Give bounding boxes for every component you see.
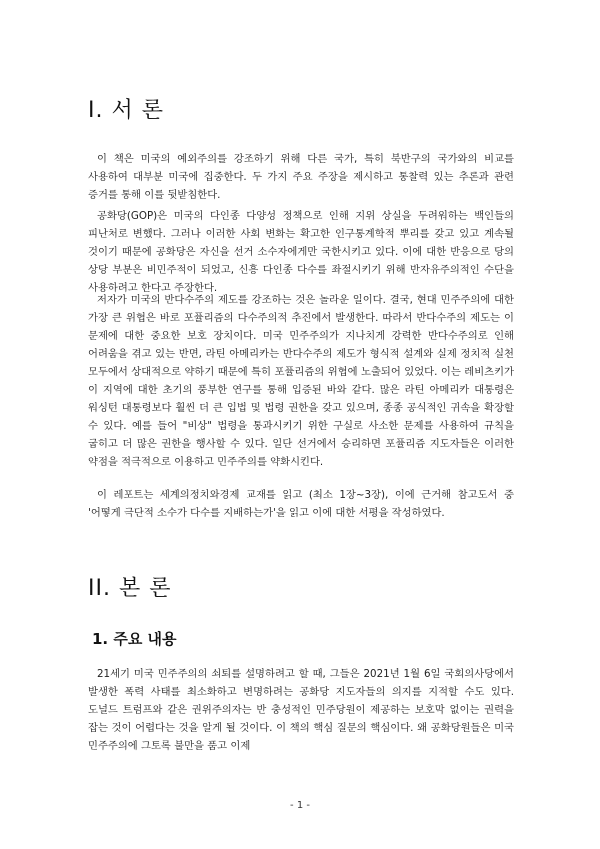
paragraph-intro-3: 저자가 미국의 반다수주의 제도를 강조하는 것은 놀라운 일이다. 결국, 현대 민주주의에 대한 가장 큰 위협은 바로 포퓰리즘의 다수주의적 추진에서 발생한다. 따라서 반다수주의 제도는 이 문제에 대한 중요한 보호 장치이다. 미국 민주주의가 지나치게 강력한 반다수주의로 인해 어려움을 겪고 있는 반면, 라틴 아메리카는 반다수주의 제도가 형식적 설계와 실제 정치적 실천 모두에서 상대적으로 약하기 때문에 특히 포퓰리즘의 위협에 노출되어 있었다. 이는 레비츠키가 이 지역에 대한 초기의 풍부한 연구를 통해 입증된 바와 같다. 많은 라틴 아메리카 대통령은 워싱턴 대통령보다 훨씬 더 큰 입법 및 법령 권한을 갖고 있으며, 종종 공식적인 귀속을 확장할 수 있다. 예를 들어 "비상" 법령을 통과시키기 위한 구실로 사소한 문제를 사용하여 규칙을 굽히고 더 많은 권한을 행사할 수 있다. 일단 선거에서 승리하면 포퓰리즘 지도자들은 이러한 약점을 적극적으로 이용하고 민주주의를 약화시킨다.	[88, 294, 514, 468]
paragraph-intro-1: 이 책은 미국의 예외주의를 강조하기 위해 다른 국가, 특히 북반구의 국가와의 비교를 사용하여 대부분 미국에 집중한다. 두 가지 주요 주장을 제시하고 통찰력 있는 추론과 관련 증거를 통해 이를 뒷받침한다.	[88, 153, 514, 201]
section-heading-body: II. 본 론	[88, 576, 172, 601]
paragraph-intro-2: 공화당(GOP)은 미국의 다인종 다양성 정책으로 인해 지위 상실을 두려워하는 백인들의 피난처로 변했다. 그러나 이러한 사회 변화는 확고한 인구통계학적 뿌리를 갖고 있고 계속될 것이기 때문에 공화당은 자신을 선거 소수자에게만 국한시키고 있다. 이에 대한 반응으로 당의 상당 부분은 비민주적이 되었고, 신흥 다인종 다수를 좌절시키기 위해 반자유주의적인 수단을 사용하려고 한다고 주장한다.	[88, 210, 514, 294]
paragraph-body-1: 21세기 미국 민주주의의 쇠퇴를 설명하려고 할 때, 그들은 2021년 1월 6일 국회의사당에서 발생한 폭력 사태를 최소화하고 변명하려는 공화당 지도자들의 의지를 지적할 수도 있다. 도널드 트럼프와 같은 권위주의자는 반 충성적인 민주당원이 제공하는 보호막 없이는 권력을 잡는 것이 어렵다는 것을 알게 될 것이다. 이 책의 핵심 질문의 핵심이다. 왜 공화당원들은 미국 민주주의에 그토록 불만을 품고 이제	[88, 668, 514, 752]
page-number: - 1 -	[290, 800, 310, 811]
section-heading-introduction: I. 서 론	[88, 98, 164, 123]
paragraph-intro-4: 이 레포트는 세계의정치와경제 교재를 읽고 (최소 1장~3장), 이에 근거해 참고도서 중 '어떻게 극단적 소수가 다수를 지배하는가'을 읽고 이에 대한 서평을 작성하였다.	[88, 489, 514, 519]
subsection-heading-main-content: 1. 주요 내용	[92, 630, 177, 648]
